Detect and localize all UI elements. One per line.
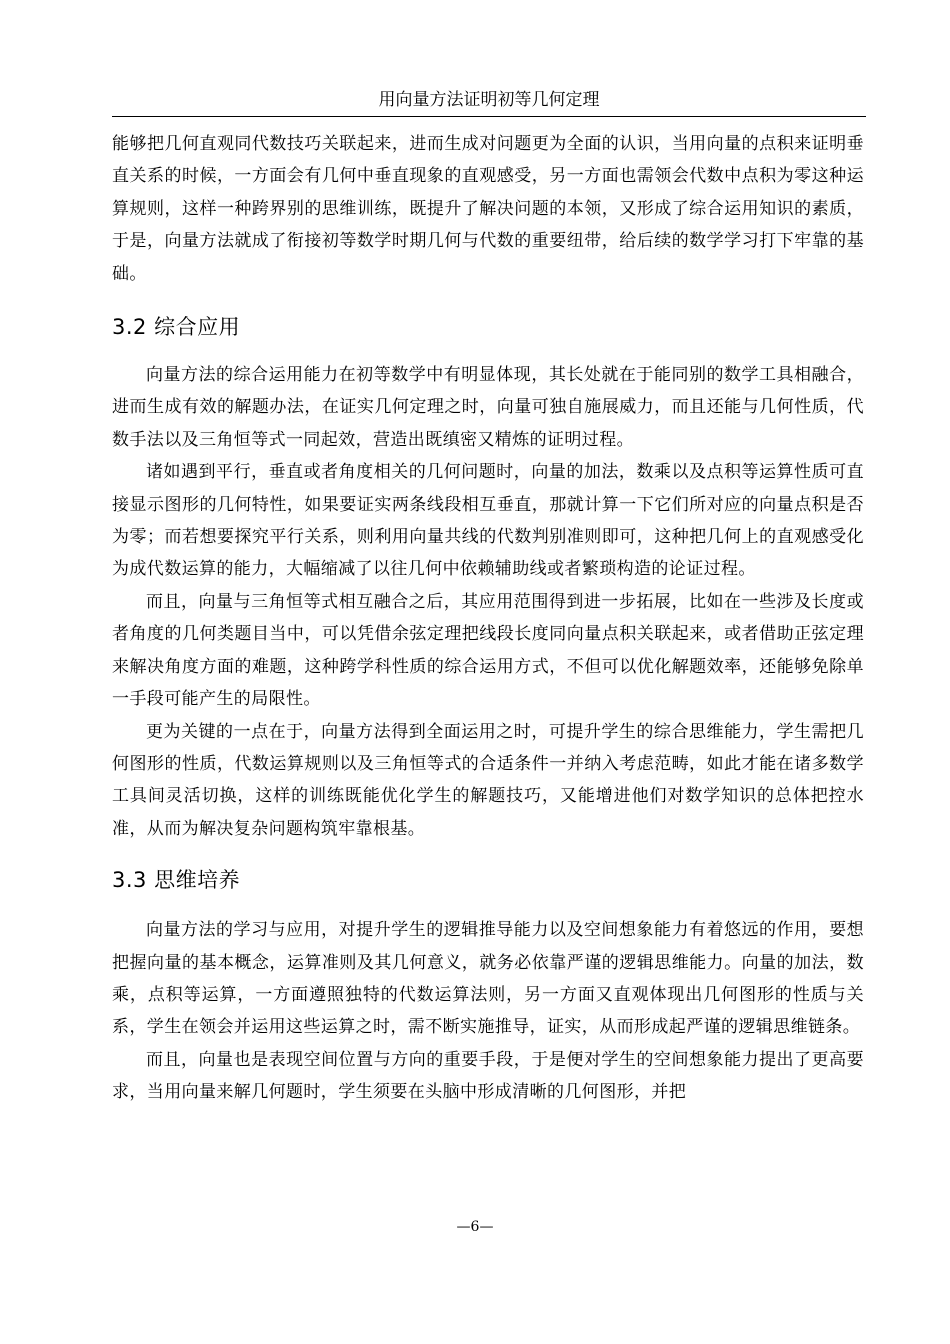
page-number: —6— [456,1219,494,1235]
paragraph: 而且，向量与三角恒等式相互融合之后，其应用范围得到进一步拓展，比如在一些涉及长度或者角度的几何类题目当中，可以凭借余弦定理把线段长度同向量点积关联起来，或者借助正弦定理来解决角度方面的难题，这种跨学科性质的综合运用方式，不但可以优化解题效率，还能够免除单一手段可能产生的局限性。 [112,591,864,710]
section-heading-3-2: 3.2 综合应用 [112,315,241,340]
paragraph: 更为关键的一点在于，向量方法得到全面运用之时，可提升学生的综合思维能力，学生需把几何图形的性质，代数运算规则以及三角恒等式的合适条件一并纳入考虑范畴，如此才能在诸多数学工具间灵活切换，这样的训练既能优化学生的解题技巧，又能增进他们对数学知识的总体把控水准，从而为解决复杂问题构筑牢靠根基。 [112,721,864,839]
paragraph: 向量方法的学习与应用，对提升学生的逻辑推导能力以及空间想象能力有着悠远的作用，要想把握向量的基本概念，运算准则及其几何意义，就务必依靠严谨的逻辑思维能力。向量的加法，数乘，点积等运算，一方面遵照独特的代数运算法则，另一方面又直观体现出几何图形的性质与关系，学生在领会并运用这些运算之时，需不断实施推导，证实，从而形成起严谨的逻辑思维链条。 [112,920,864,1038]
paragraph: 诸如遇到平行，垂直或者角度相关的几何问题时，向量的加法，数乘以及点积等运算性质可直接显示图形的几何特性，如果要证实两条线段相互垂直，那就计算一下它们所对应的向量点积是否为零；而若想要探究平行关系，则利用向量共线的代数判别准则即可，这种把几何上的直观感受化为成代数运算的能力，大幅缩减了以往几何中依赖辅助线或者繁琐构造的论证过程。 [112,462,864,580]
paragraph: 而且，向量也是表现空间位置与方向的重要手段，于是便对学生的空间想象能力提出了更高要求，当用向量来解几何题时，学生须要在头脑中形成清晰的几何图形，并把 [112,1049,864,1103]
continued-paragraph: 能够把几何直观同代数技巧关联起来，进而生成对问题更为全面的认识，当用向量的点积来证明垂直关系的时候，一方面会有几何中垂直现象的直观感受，另一方面也需领会代数中点积为零这种运算规则，这样一种跨界别的思维训练，既提升了解决问题的本领，又形成了综合运用知识的素质，于是，向量方法就成了衔接初等数学时期几何与代数的重要纽带，给后续的数学学习打下牢靠的基础。 [112,134,864,284]
body-text [112,128,864,1109]
header-rule [112,116,866,117]
paragraph: 向量方法的综合运用能力在初等数学中有明显体现，其长处就在于能同别的数学工具相融合，进而生成有效的解题办法，在证实几何定理之时，向量可独自施展威力，而且还能与几何性质，代数手法以及三角恒等式一同起效，营造出既缜密又精炼的证明过程。 [112,365,864,450]
section-heading-3-3: 3.3 思维培养 [112,868,241,893]
running-header: 用向量方法证明初等几何定理 [378,90,600,110]
